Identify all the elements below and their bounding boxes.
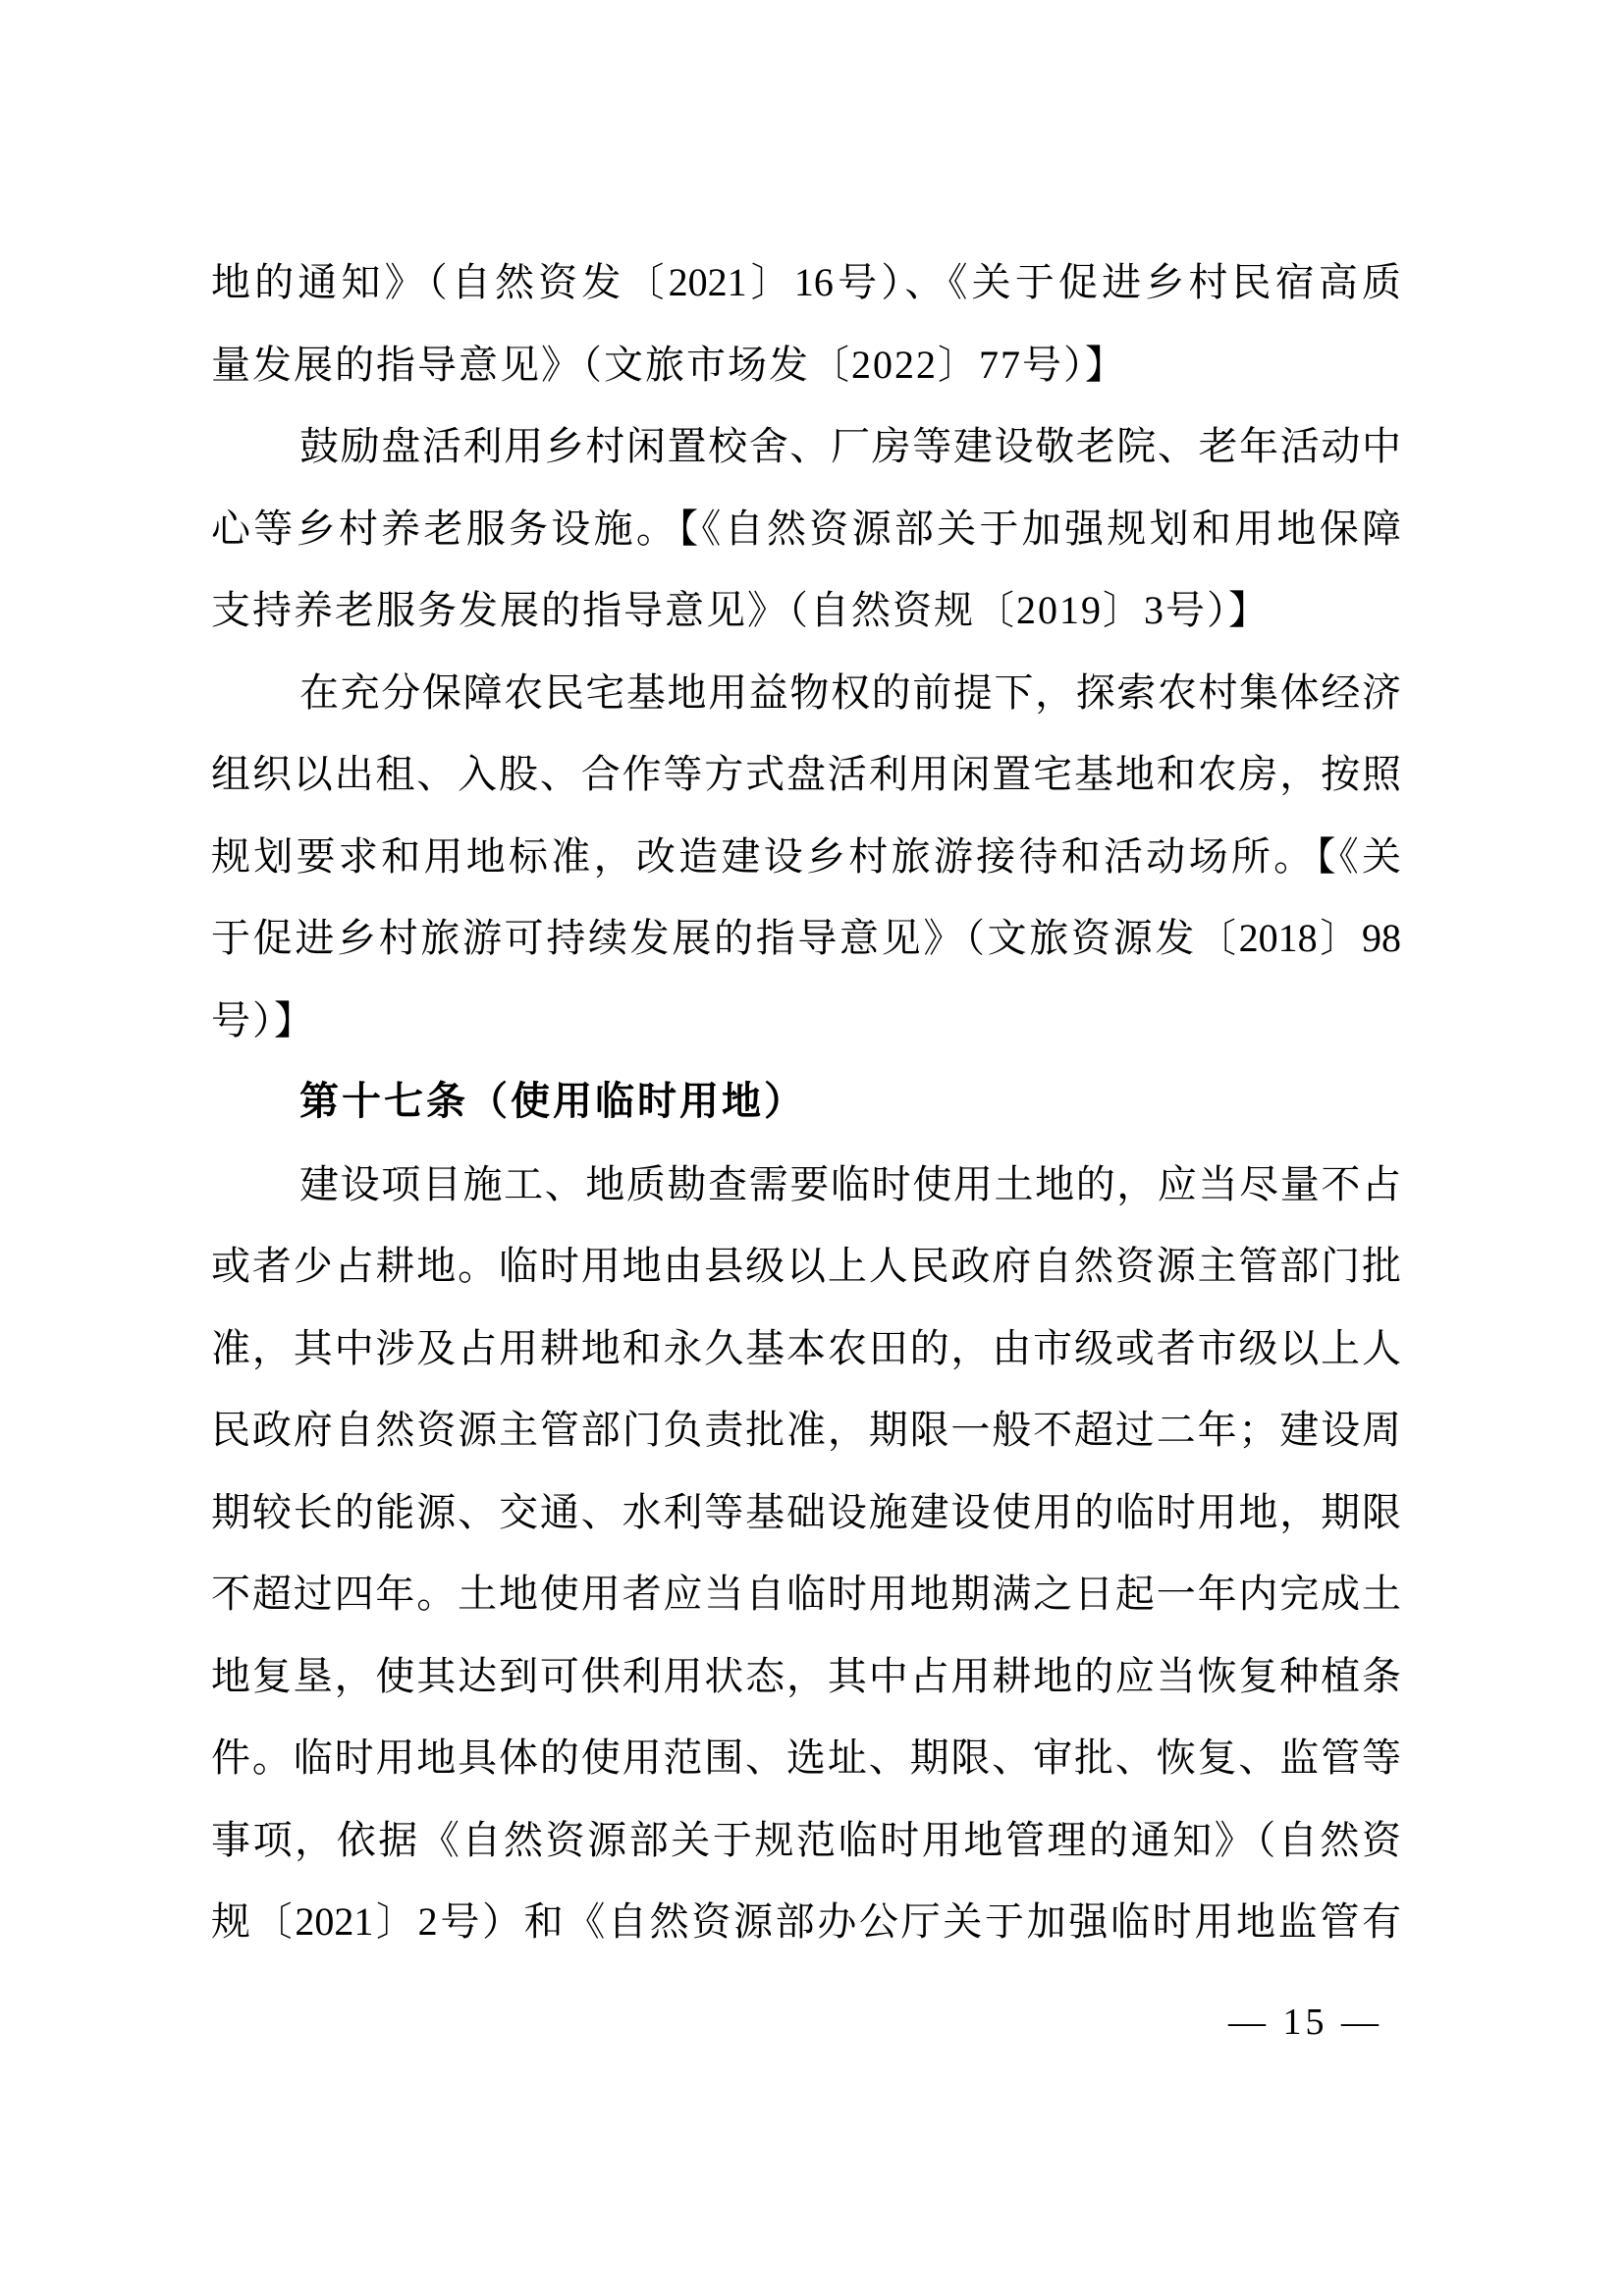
- text-line: 组织以出租、入股、合作等方式盘活利用闲置宅基地和农房，按照: [211, 752, 1401, 796]
- text-line: 建设项目施工、地质勘查需要临时使用土地的，应当尽量不占: [299, 1161, 1401, 1206]
- text-line: 期较长的能源、交通、水利等基础设施建设使用的临时用地，期限: [211, 1489, 1401, 1534]
- document-text-block: [211, 241, 1401, 1963]
- text-line: 规划要求和用地标准，改造建设乡村旅游接待和活动场所。【《关: [211, 833, 1401, 879]
- text-line: 地的通知》（自然资发〔2021〕16号）、《关于促进乡村民宿高质: [211, 260, 1401, 304]
- text-line: 号）】: [211, 997, 315, 1042]
- text-line: 量发展的指导意见》（文旅市场发〔2022〕77号）】: [211, 342, 1126, 387]
- page-number: — 15 —: [1228, 2002, 1382, 2043]
- text-line: 件。临时用地具体的使用范围、选址、期限、审批、恢复、监管等: [211, 1735, 1401, 1780]
- text-line: 心等乡村养老服务设施。【《自然资源部关于加强规划和用地保障: [211, 506, 1401, 551]
- text-line: 在充分保障农民宅基地用益物权的前提下，探索农村集体经济: [299, 669, 1401, 715]
- text-line: 支持养老服务发展的指导意见》（自然资规〔2019〕3号）】: [211, 588, 1270, 632]
- text-line: 规〔2021〕2号）和《自然资源部办公厅关于加强临时用地监管有: [211, 1899, 1401, 1944]
- text-line: 地复垦，使其达到可供利用状态，其中占用耕地的应当恢复种植条: [211, 1653, 1401, 1698]
- text-line: 或者少占耕地。临时用地由县级以上人民政府自然资源主管部门批: [211, 1244, 1401, 1288]
- text-line: 鼓励盘活利用乡村闲置校舍、厂房等建设敬老院、老年活动中: [299, 424, 1401, 468]
- text-line: 准，其中涉及占用耕地和永久基本农田的，由市级或者市级以上人: [211, 1325, 1401, 1370]
- article-heading: 第十七条（使用临时用地）: [299, 1080, 806, 1123]
- text-line: 民政府自然资源主管部门负责批准，期限一般不超过二年；建设周: [211, 1408, 1401, 1452]
- text-line: 事项，依据《自然资源部关于规范临时用地管理的通知》（自然资: [211, 1817, 1401, 1862]
- text-line: 于促进乡村旅游可持续发展的指导意见》（文旅资源发〔2018〕98: [211, 916, 1401, 960]
- text-line: 不超过四年。土地使用者应当自临时用地期满之日起一年内完成土: [211, 1572, 1401, 1616]
